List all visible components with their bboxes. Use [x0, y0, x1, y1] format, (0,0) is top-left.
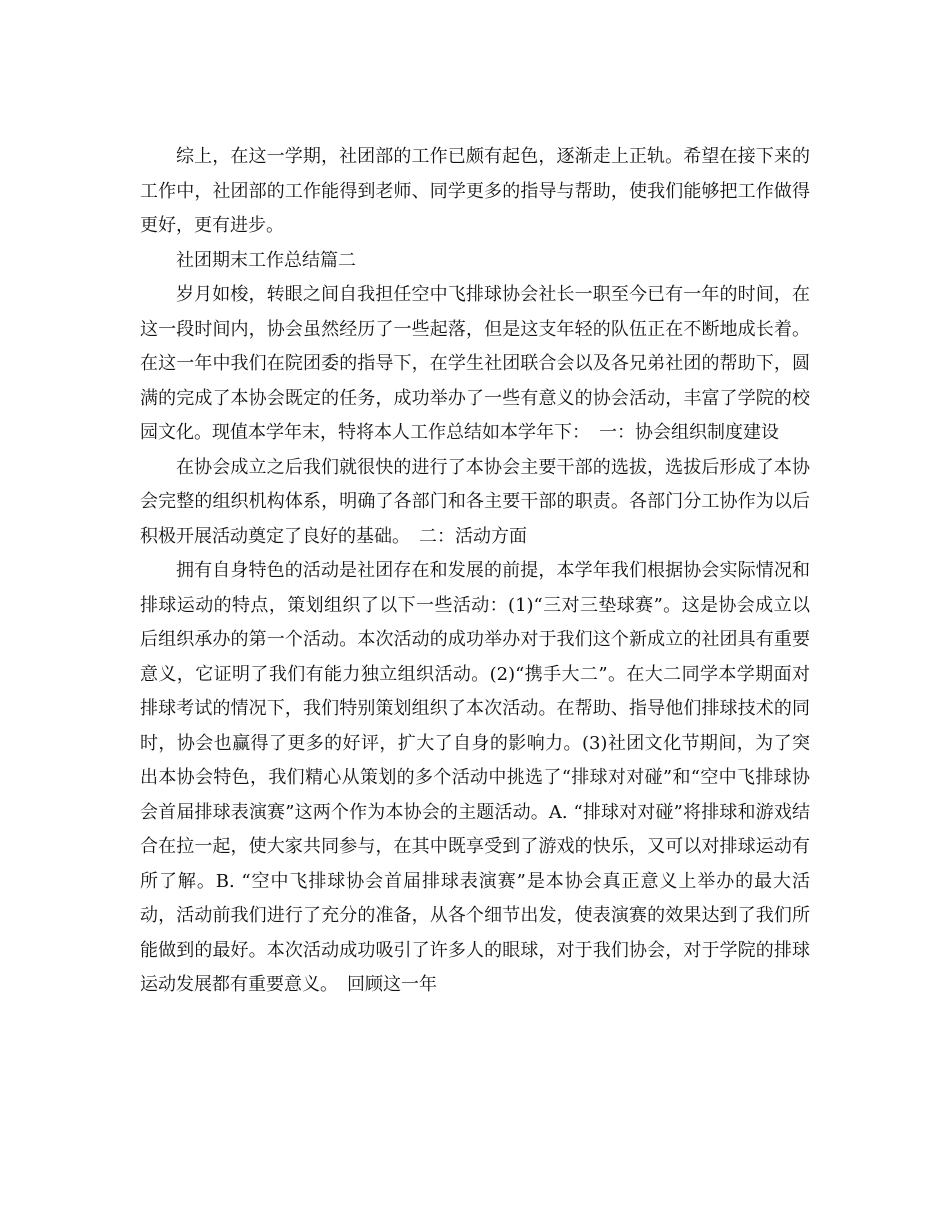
paragraph-organization: 在协会成立之后我们就很快的进行了本协会主要干部的选拔，选拔后形成了本协会完整的组织机构体系，明确了各部门和各主要干部的职责。各部门分工协作为以后积极开展活动奠定了良好的基础。 二：活动方面: [140, 456, 810, 547]
paragraph-activities: 拥有自身特色的活动是社团存在和发展的前提，本学年我们根据协会实际情况和排球运动的特点，策划组织了以下一些活动：(1)“三对三垫球赛”。这是协会成立以后组织承办的第一个活动。本次活动的成功举办对于我们这个新成立的社团具有重要意义，它证明了我们有能力独立组织活动。(2)“携手大二”。在大二同学本学期面对排球考试的情况下，我们特别策划组织了本次活动。在帮助、指导他们排球技术的同时，协会也赢得了更多的好评，扩大了自身的影响力。(3)社团文化节期间，为了突出本协会特色，我们精心从策划的多个活动中挑选了“排球对对碰”和“空中飞排球协会首届排球表演赛”这两个作为本协会的主题活动。A. “排球对对碰”将排球和游戏结合在拉一起，使大家共同参与，在其中既享受到了游戏的快乐，又可以对排球运动有所了解。B. “空中飞排球协会首届排球表演赛”是本协会真正意义上举办的最大活动，活动前我们进行了充分的准备，从各个细节出发，使表演赛的效果达到了我们所能做到的最好。本次活动成功吸引了许多人的眼球，对于我们协会，对于学院的排球运动发展都有重要意义。 回顾这一年: [140, 560, 810, 995]
section-heading: 社团期末工作总结篇二: [176, 249, 356, 271]
paragraph-intro: 岁月如梭，转眼之间自我担任空中飞排球协会社长一职至今已有一年的时间，在这一段时间内，协会虽然经历了一些起落，但是这支年轻的队伍正在不断地成长着。在这一年中我们在院团委的指导下，在学生社团联合会以及各兄弟社团的帮助下，圆满的完成了本协会既定的任务，成功举办了一些有意义的协会活动，丰富了学院的校园文化。现值本学年末，特将本人工作总结如本学年下： 一：协会组织制度建设: [140, 284, 810, 443]
paragraph-summary: 综上，在这一学期，社团部的工作已颇有起色，逐渐走上正轨。希望在接下来的工作中，社团部的工作能得到老师、同学更多的指导与帮助，使我们能够把工作做得更好，更有进步。: [140, 146, 810, 236]
